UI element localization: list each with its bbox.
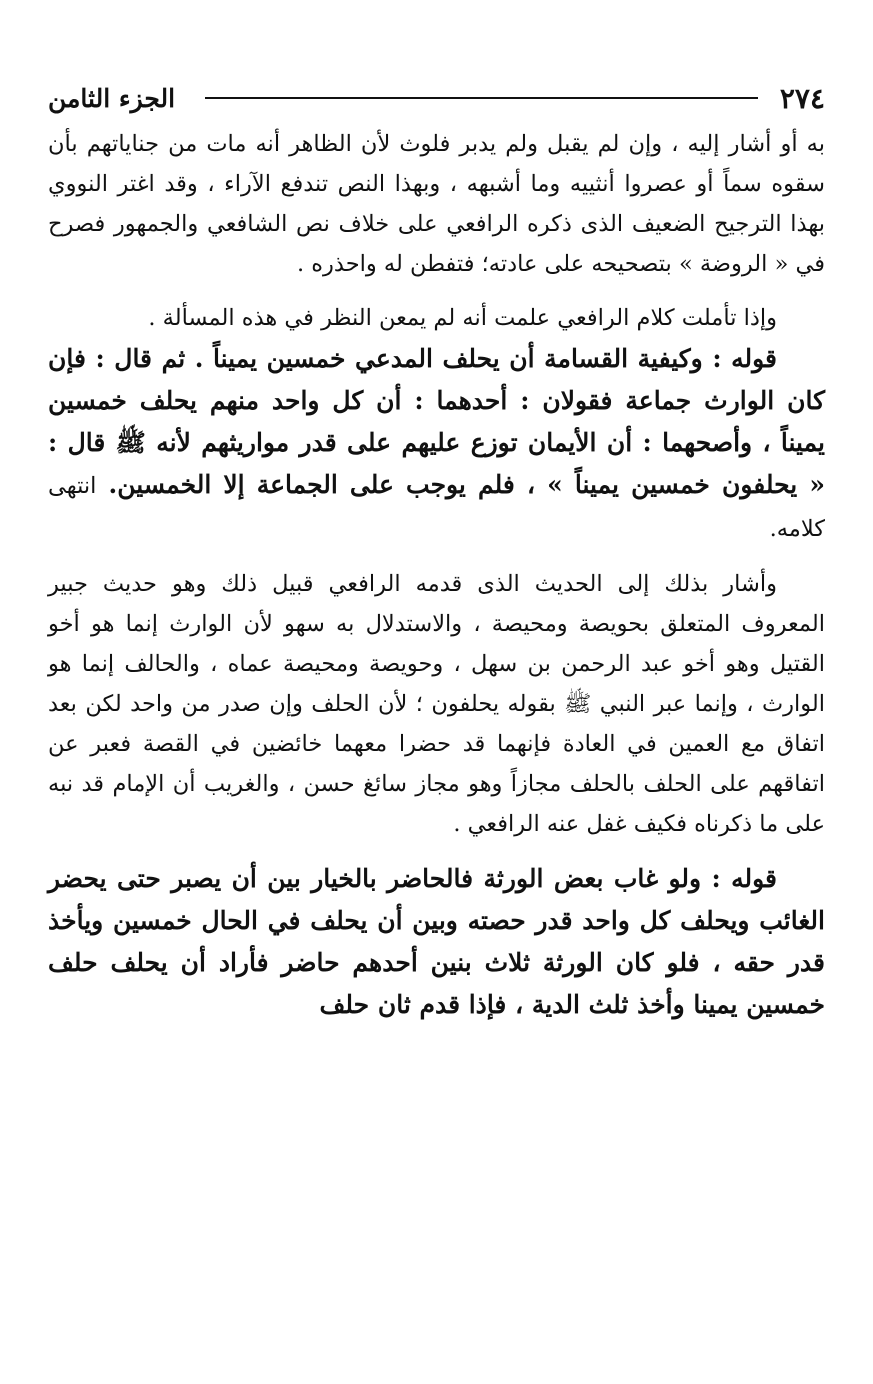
paragraph-1: به أو أشار إليه ، وإن لم يقبل ولم يدبر فلوث لأن الظاهر أنه مات من جناياتهم بأن سقوه سماً أو عصروا أنثييه وما أشبهه ، وبهذا النص تندفع الآراء ، وقد اغتر النووي بهذا الترجيح الضعيف الذى ذكره الرافعي على خلاف نص الشافعي والجمهور فصرح في « الروضة » بتصحيحه على عادته؛ فتفطن له واحذره .	[48, 131, 825, 277]
quoted-passage-1-tail: انتهى كلامه.	[48, 473, 825, 542]
header-rule	[205, 97, 758, 99]
quoted-passage-1	[48, 338, 825, 550]
quoted-passage-2: قوله : ولو غاب بعض الورثة فالحاضر بالخيار بين أن يصبر حتى يحضر الغائب ويحلف كل واحد قدر حصته وبين أن يحلف في الحال خمسين ويأخذ قدر حقه ، فلو كان الورثة ثلاث بنين أحدهم حاضر فأراد أن يحلف حلف خمسين يمينا وأخذ ثلث الدية ، فإذا قدم ثان حلف	[48, 864, 825, 1019]
running-head	[48, 78, 825, 118]
quoted-passage-1-text: قوله : وكيفية القسامة أن يحلف المدعي خمسين يميناً . ثم قال : فإن كان الوارث جماعة فقولان : أحدهما : أن كل واحد منهم يحلف خمسين يميناً ، وأصحهما : أن الأيمان توزع عليهم على قدر مواريثهم لأنه ﷺ قال : « يحلفون خمسين يميناً » ، فلم يوجب على الجماعة إلا الخمسين.	[48, 344, 825, 499]
paragraph-gap	[48, 844, 825, 858]
volume-title: الجزء الثامن	[48, 83, 176, 113]
page-number: ٢٧٤	[779, 81, 825, 115]
paragraph-gap	[48, 284, 825, 298]
paragraph-3: وأشار بذلك إلى الحديث الذى قدمه الرافعي قبيل ذلك وهو حديث جبير المعروف المتعلق بحويصة ومحيصة ، والاستدلال به سهو لأن الوارث إنما هو أخو القتيل وهو أخو عبد الرحمن بن سهل ، وحويصة ومحيصة عماه ، والحالف إنما هو الوارث ، وإنما عبر النبي ﷺ بقوله يحلفون ؛ لأن الحلف وإن صدر من واحد لكن بعد اتفاق مع العمين في العادة فإنهما قد حضرا معهما خائضين في القصة فعبر عن اتفاقهم على الحلف بالحلف مجازاً وهو مجاز سائغ حسن ، والغريب أن الإمام قد نبه على ما ذكرناه فكيف غفل عنه الرافعي .	[48, 571, 825, 837]
paragraph-gap	[48, 550, 825, 564]
page-body	[48, 124, 825, 1026]
paragraph-2: وإذا تأملت كلام الرافعي علمت أنه لم يمعن النظر في هذه المسألة .	[148, 305, 777, 331]
